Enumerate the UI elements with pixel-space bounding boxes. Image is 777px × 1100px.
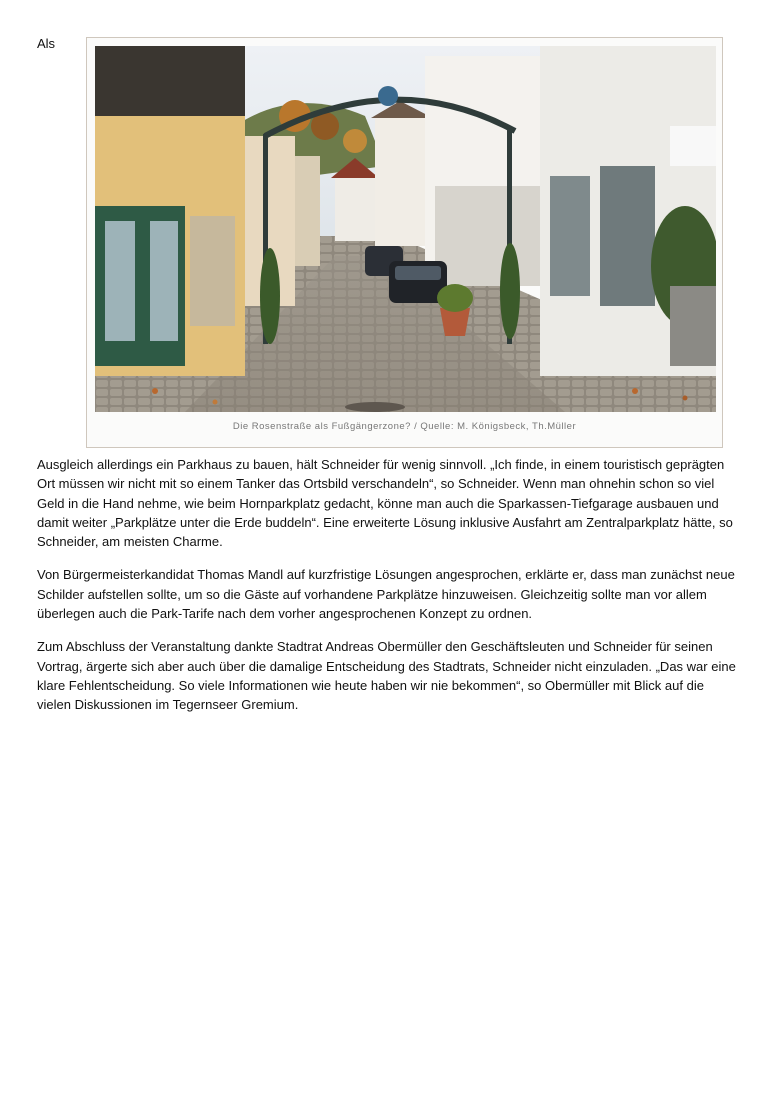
photo-figure [86,37,723,448]
article-body [37,455,740,729]
lead-word: Als [37,36,56,51]
street-photo [95,46,716,412]
street-photo-illustration [95,46,716,412]
paragraph: Zum Abschluss der Veranstaltung dankte Stadtrat Andreas Obermüller den Geschäftsleuten und Schneider für seinen Vortrag, ärgerte sich aber auch über die damalige Entscheidung des Stadtrats, Schneider nicht einzuladen. „Das war eine klare Fehlentscheidung. So viele Informationen wie heute haben wir nie bekommen“, so Obermüller mit Blick auf die vielen Diskussionen im Tegernseer Gremium. [37,639,736,713]
paragraph: Ausgleich allerdings ein Parkhaus zu bauen, hält Schneider für wenig sinnvoll. „Ich finde, in einem touristisch geprägten Ort müssen wir nicht mit so einem Tanker das Ortsbild verschandeln“, so Schneider. Wenn man ohnehin schon so viel Geld in die Hand nehme, wie beim Hornparkplatz gedacht, könne man auch die Sparkassen-Tiefgarage ausbauen und damit weiter „Parkplätze unter die Erde buddeln“. Eine erweiterte Lösung inklusive Ausfahrt am Zentralparkplatz hätte, so Schneider, am meisten Charme. [37,457,733,550]
photo-caption: Die Rosenstraße als Fußgängerzone? / Quelle: M. Königsbeck, Th.Müller [232,421,577,432]
paragraph: Von Bürgermeisterkandidat Thomas Mandl auf kurzfristige Lösungen angesprochen, erklärte er, dass man zunächst neue Schilder aufstellen sollte, um so die Gäste auf vorhandene Parkplätze hinzuweisen. Gleichzeitig sollte man vor allem überlegen auch die Park-Tarife nach dem vorher angesprochenen Konzept zu ordnen. [37,567,735,622]
